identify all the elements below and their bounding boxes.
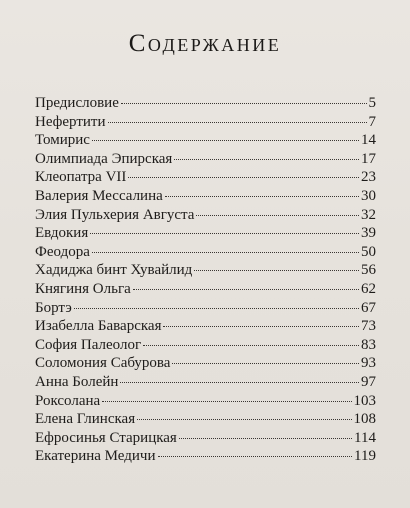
toc-entry xyxy=(35,336,376,355)
toc-entry-name: Нефертити xyxy=(35,113,106,130)
toc-entry-name: Клеопатра VII xyxy=(35,169,127,186)
table-of-contents xyxy=(35,94,376,466)
dot-leader xyxy=(179,438,352,439)
toc-entry-name: Бортэ xyxy=(35,299,72,316)
page-title: Содержание xyxy=(128,30,282,57)
dot-leader xyxy=(102,401,351,402)
toc-entry-name: Соломония Сабурова xyxy=(35,355,171,372)
toc-entry xyxy=(35,354,376,373)
toc-entry xyxy=(35,299,376,318)
toc-entry xyxy=(35,317,376,336)
dot-leader xyxy=(90,233,359,234)
toc-entry-page: 5 xyxy=(368,95,376,111)
toc-entry-name: Изабелла Баварская xyxy=(35,318,162,335)
toc-entry-page: 17 xyxy=(361,150,376,167)
toc-entry xyxy=(35,447,376,466)
toc-entry-page: 32 xyxy=(361,206,376,223)
toc-entry-page: 119 xyxy=(354,448,376,465)
dot-leader xyxy=(137,419,351,420)
toc-entry-page: 97 xyxy=(361,373,376,390)
dot-leader xyxy=(108,122,367,123)
dot-leader xyxy=(133,289,359,290)
toc-entry-name: Олимпиада Эпирская xyxy=(35,150,173,167)
dot-leader xyxy=(165,196,359,197)
dot-leader xyxy=(174,159,359,160)
toc-entry xyxy=(35,206,376,225)
toc-entry xyxy=(35,261,376,280)
toc-entry-name: Ефросинья Старицкая xyxy=(35,429,177,446)
toc-entry-page: 39 xyxy=(361,225,376,242)
dot-leader xyxy=(121,103,367,104)
dot-leader xyxy=(120,382,359,383)
toc-entry-name: Княгиня Ольга xyxy=(35,280,131,297)
toc-entry xyxy=(35,150,376,169)
toc-entry-page: 7 xyxy=(368,113,376,130)
toc-entry-page: 103 xyxy=(353,392,376,409)
toc-entry xyxy=(35,373,376,392)
dot-leader xyxy=(143,345,359,346)
toc-entry xyxy=(35,243,376,262)
toc-entry xyxy=(35,168,376,187)
toc-entry xyxy=(35,280,376,299)
toc-entry-name: София Палеолог xyxy=(35,336,142,353)
toc-entry-name: Хадиджа бинт Хувайлид xyxy=(35,262,193,279)
toc-entry-page: 14 xyxy=(361,132,376,149)
toc-entry-name: Екатерина Медичи xyxy=(35,448,156,465)
toc-entry-page: 56 xyxy=(361,262,376,279)
toc-entry xyxy=(35,94,376,113)
toc-entry-page: 108 xyxy=(353,411,376,428)
toc-entry xyxy=(35,429,376,448)
toc-entry-name: Евдокия xyxy=(35,225,89,242)
toc-entry-page: 23 xyxy=(361,169,376,186)
toc-entry-page: 62 xyxy=(361,280,376,297)
toc-entry-page: 93 xyxy=(361,355,376,372)
dot-leader xyxy=(92,140,359,141)
toc-entry xyxy=(35,131,376,150)
toc-entry xyxy=(35,187,376,206)
toc-entry-name: Анна Болейн xyxy=(35,373,119,390)
toc-entry-page: 83 xyxy=(361,336,376,353)
toc-entry-name: Томирис xyxy=(35,132,90,149)
dot-leader xyxy=(196,215,359,216)
toc-entry-page: 73 xyxy=(361,318,376,335)
dot-leader xyxy=(194,270,359,271)
toc-entry xyxy=(35,113,376,132)
toc-entry xyxy=(35,410,376,429)
toc-entry-name: Феодора xyxy=(35,243,90,260)
toc-entry-page: 30 xyxy=(361,187,376,204)
dot-leader xyxy=(158,456,353,457)
toc-entry-name: Валерия Мессалина xyxy=(35,187,163,204)
toc-entry xyxy=(35,224,376,243)
toc-entry-name: Предисловие xyxy=(35,95,119,111)
toc-entry-page: 114 xyxy=(354,429,376,446)
toc-entry-name: Роксолана xyxy=(35,392,101,409)
dot-leader xyxy=(128,177,359,178)
dot-leader xyxy=(74,308,359,309)
toc-entry-page: 50 xyxy=(361,243,376,260)
dot-leader xyxy=(92,252,359,253)
dot-leader xyxy=(163,326,359,327)
dot-leader xyxy=(172,363,359,364)
toc-entry-name: Элия Пульхерия Августа xyxy=(35,206,195,223)
toc-entry xyxy=(35,392,376,411)
toc-entry-name: Елена Глинская xyxy=(35,411,136,428)
toc-entry-page: 67 xyxy=(361,299,376,316)
